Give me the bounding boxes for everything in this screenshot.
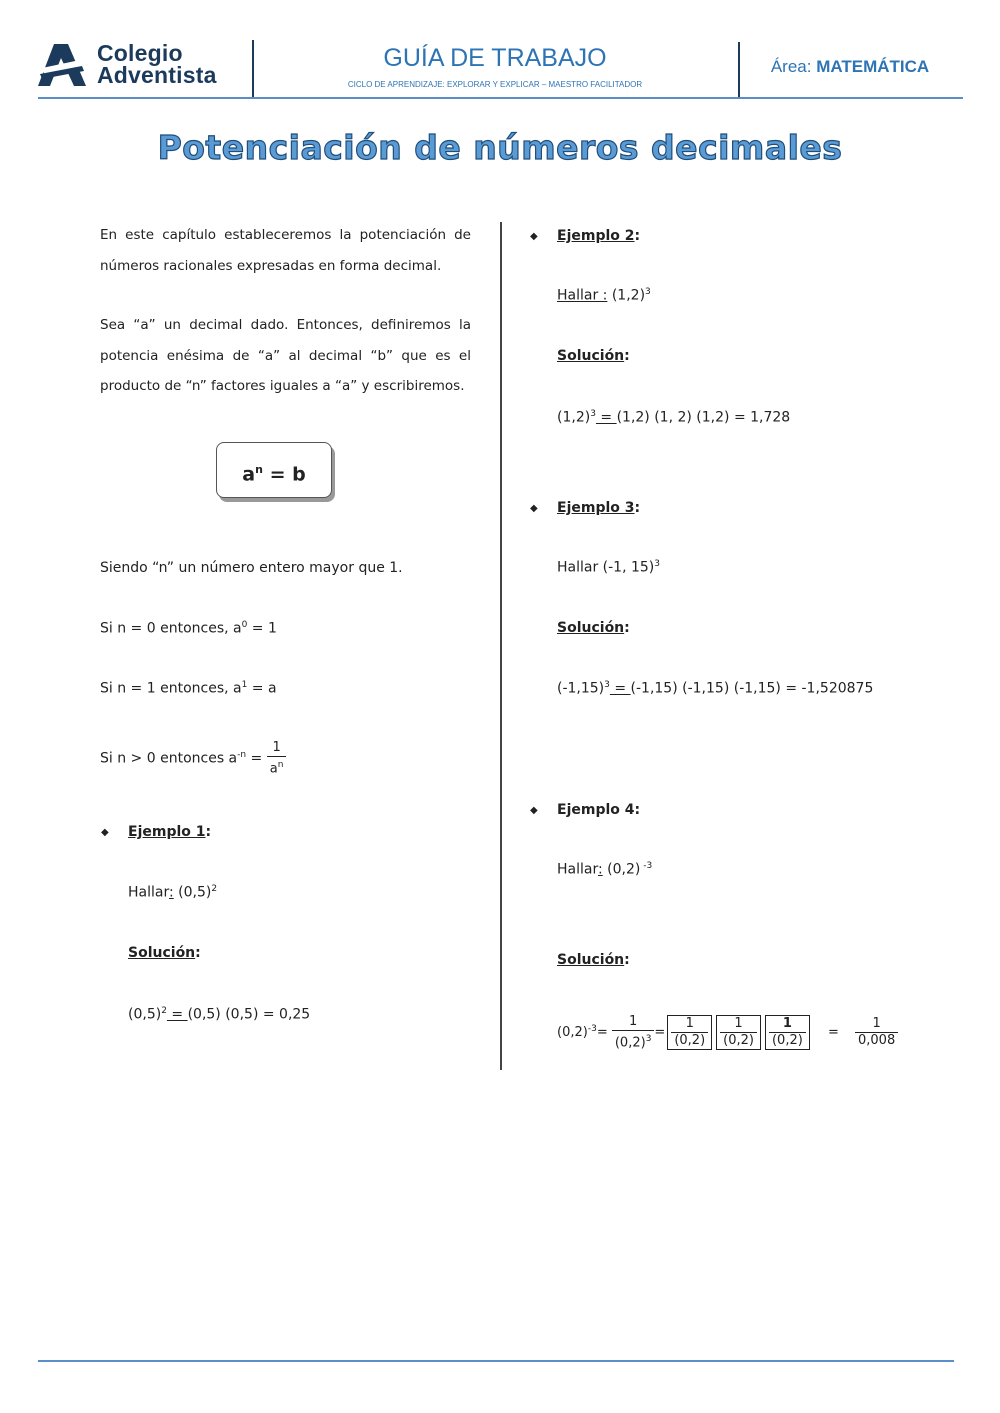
ejemplo4-bracket-1: [667, 1015, 712, 1050]
ejemplo4-lhs-eq: =: [596, 1025, 608, 1041]
ejemplo1-label: Ejemplo 1: [128, 824, 206, 840]
rule-neg-num: 1: [267, 740, 287, 757]
ejemplo1-hallar-exp: 2: [211, 884, 218, 894]
ejemplo4-bracket-3-fraction: [769, 1016, 806, 1049]
ejemplo2-result: [557, 409, 790, 426]
ejemplo1-sol-exp: 2: [161, 1006, 167, 1016]
bullet-icon: ◆: [530, 231, 538, 242]
column-divider: [500, 222, 502, 1070]
ejemplo4-b3-num: 1: [769, 1016, 806, 1033]
ejemplo4-bracket-2-fraction: [720, 1016, 757, 1049]
ejemplo4-bracket-3: [765, 1015, 810, 1050]
ejemplo2-solucion-colon: :: [624, 348, 630, 364]
ejemplo4-lhs-exp: -3: [587, 1023, 597, 1034]
formula-base: a: [242, 463, 256, 486]
ejemplo4-hallar-exp: -3: [640, 861, 653, 871]
ejemplo4-b2-num: 1: [720, 1016, 757, 1033]
ejemplo4-final-den: 0,008: [858, 1033, 896, 1049]
ejemplo4-f1-num: 1: [612, 1014, 655, 1031]
logo-a-icon: [38, 44, 86, 86]
intro-paragraph: En este capítulo estableceremos la potenciación de números racionales expresadas en forma decimal.: [100, 227, 471, 274]
header-area: [745, 57, 955, 77]
ejemplo3-result: [557, 680, 873, 697]
ejemplo4-fraction-1: [612, 1014, 655, 1051]
ejemplo1-heading: [128, 824, 211, 840]
rule-neg-fraction: [267, 740, 287, 777]
ejemplo2-hallar-exp: 3: [645, 287, 651, 297]
ejemplo4-lhs: (0,2): [557, 1025, 588, 1041]
ejemplo3-sol-eq: =: [609, 680, 631, 697]
ejemplo4-b1-den: (0,2): [674, 1033, 706, 1049]
area-label: Área:: [770, 57, 812, 76]
bullet-icon: ◆: [530, 503, 538, 514]
area-value: MATEMÁTICA: [816, 57, 930, 76]
header-title: GUÍA DE TRABAJO: [383, 44, 607, 72]
rule-n1-pre: Si n = 1 entonces, a: [100, 680, 242, 697]
bullet-icon: ◆: [101, 827, 109, 838]
siendo-text: Siendo “n” un número entero mayor que 1.: [100, 560, 403, 576]
ejemplo4-eq: =: [654, 1025, 666, 1041]
ejemplo3-solucion: [557, 620, 630, 636]
logo-line2: Adventista: [97, 62, 217, 88]
rule-neg-den-base: a: [269, 761, 278, 777]
ejemplo3-label: Ejemplo 3: [557, 500, 635, 516]
ejemplo4-b3-den: (0,2): [771, 1033, 803, 1049]
rule-n1-post: = a: [247, 680, 277, 697]
ejemplo3-colon: :: [634, 500, 641, 516]
ejemplo2-sol-eq: =: [595, 409, 617, 426]
ejemplo1-hallar: [128, 884, 217, 901]
ejemplo4-hallar-label: Hallar: [557, 861, 598, 878]
ejemplo4-eq2: =: [827, 1025, 839, 1041]
ejemplo4-hallar-colon: :: [597, 861, 603, 878]
ejemplo4-hallar: [557, 861, 652, 878]
ejemplo4-solucion-label: Solución: [557, 952, 625, 968]
ejemplo3-solucion-label: Solución: [557, 620, 625, 636]
ejemplo4-bracket-2: [716, 1015, 761, 1050]
ejemplo4-hallar-base: (0,2): [602, 861, 641, 878]
ejemplo1-solucion-label: Solución: [128, 945, 196, 961]
ejemplo2-hallar: [557, 287, 651, 304]
ejemplo1-result: [128, 1006, 310, 1023]
ejemplo4-solucion: [557, 952, 630, 968]
header-divider-right: [738, 42, 740, 98]
ejemplo1-colon: :: [205, 824, 212, 840]
ejemplo4-f1-den: [612, 1031, 655, 1051]
ejemplo3-heading: [557, 500, 640, 516]
ejemplo3-hallar-text: Hallar (-1, 15): [557, 559, 655, 576]
ejemplo4-final-fraction: [855, 1016, 898, 1049]
ejemplo4-b1-num: 1: [671, 1016, 708, 1033]
ejemplo1-solucion: [128, 945, 201, 961]
formula-exp: n: [255, 463, 263, 476]
ejemplo2-hallar-base: (1,2): [607, 287, 646, 304]
rule-n1: [100, 680, 277, 697]
ejemplo2-colon: :: [634, 228, 641, 244]
ejemplo2-sol-rest: (1,2) (1, 2) (1,2) = 1,728: [616, 409, 791, 426]
ejemplo4-f1-den-exp: 3: [645, 1034, 652, 1044]
ejemplo4-heading: Ejemplo 4:: [557, 802, 641, 818]
rule-neg-pre: Si n > 0 entonces a: [100, 750, 238, 767]
header-subtitle: CICLO DE APRENDIZAJE: EXPLORAR Y EXPLICAR – MAESTRO FACILITADOR: [347, 80, 643, 89]
rule-n0-post: = 1: [247, 620, 277, 637]
ejemplo4-f1-den-base: (0,2): [614, 1035, 646, 1051]
ejemplo2-solucion: [557, 348, 630, 364]
ejemplo3-hallar: [557, 559, 660, 576]
rule-neg-den-exp: n: [277, 760, 284, 770]
rule-neg-den: [267, 757, 287, 777]
ejemplo2-hallar-label: Hallar :: [557, 287, 608, 304]
ejemplo4-final-num: 1: [855, 1016, 898, 1033]
header-rule: [38, 97, 963, 99]
rule-n1-exp: 1: [241, 680, 248, 690]
page-title: Potenciación de números decimales: [157, 128, 843, 167]
ejemplo3-sol-rest: (-1,15) (-1,15) (-1,15) = -1,520875: [630, 680, 874, 697]
ejemplo4-bracket-1-fraction: [671, 1016, 708, 1049]
ejemplo3-hallar-exp: 3: [654, 559, 661, 569]
rule-neg-exp: -n: [237, 750, 247, 761]
logo-text: [97, 42, 217, 86]
formula-rest: = b: [262, 463, 306, 486]
ejemplo1-sol-base: (0,5): [128, 1006, 162, 1023]
footer-rule: [38, 1360, 954, 1362]
logo-line1: Colegio: [97, 40, 183, 66]
bullet-icon: ◆: [530, 805, 538, 816]
ejemplo1-sol-rest: (0,5) (0,5) = 0,25: [187, 1006, 311, 1023]
rule-n0-pre: Si n = 0 entonces, a: [100, 620, 242, 637]
ejemplo3-solucion-colon: :: [624, 620, 630, 636]
ejemplo1-hallar-label: Hallar: [128, 884, 169, 901]
ejemplo4-b2-den: (0,2): [723, 1033, 754, 1049]
ejemplo2-sol-exp: 3: [590, 409, 596, 419]
ejemplo2-heading: [557, 228, 640, 244]
ejemplo1-hallar-base: (0,5): [173, 884, 212, 901]
rule-n0-exp: 0: [241, 620, 248, 630]
ejemplo4-solucion-colon: :: [624, 952, 630, 968]
header-divider-left: [252, 40, 254, 98]
rule-n0: [100, 620, 277, 637]
rule-neg-eq: =: [246, 750, 267, 767]
ejemplo3-sol-exp: 3: [604, 680, 610, 690]
ejemplo1-hallar-colon: :: [168, 884, 174, 901]
ejemplo4-result: [557, 1014, 898, 1051]
ejemplo1-sol-eq: =: [166, 1006, 188, 1023]
ejemplo2-label: Ejemplo 2: [557, 228, 635, 244]
ejemplo2-sol-base: (1,2): [557, 409, 591, 426]
ejemplo3-sol-base: (-1,15): [557, 680, 605, 697]
ejemplo1-solucion-colon: :: [195, 945, 201, 961]
formula-box: [216, 442, 332, 498]
definition-paragraph: Sea “a” un decimal dado. Entonces, definiremos la potencia enésima de “a” al decimal “b” que es el producto de “n” factores iguales a “a” y escribiremos.: [100, 317, 471, 394]
ejemplo2-solucion-label: Solución: [557, 348, 625, 364]
rule-neg: [100, 740, 286, 777]
